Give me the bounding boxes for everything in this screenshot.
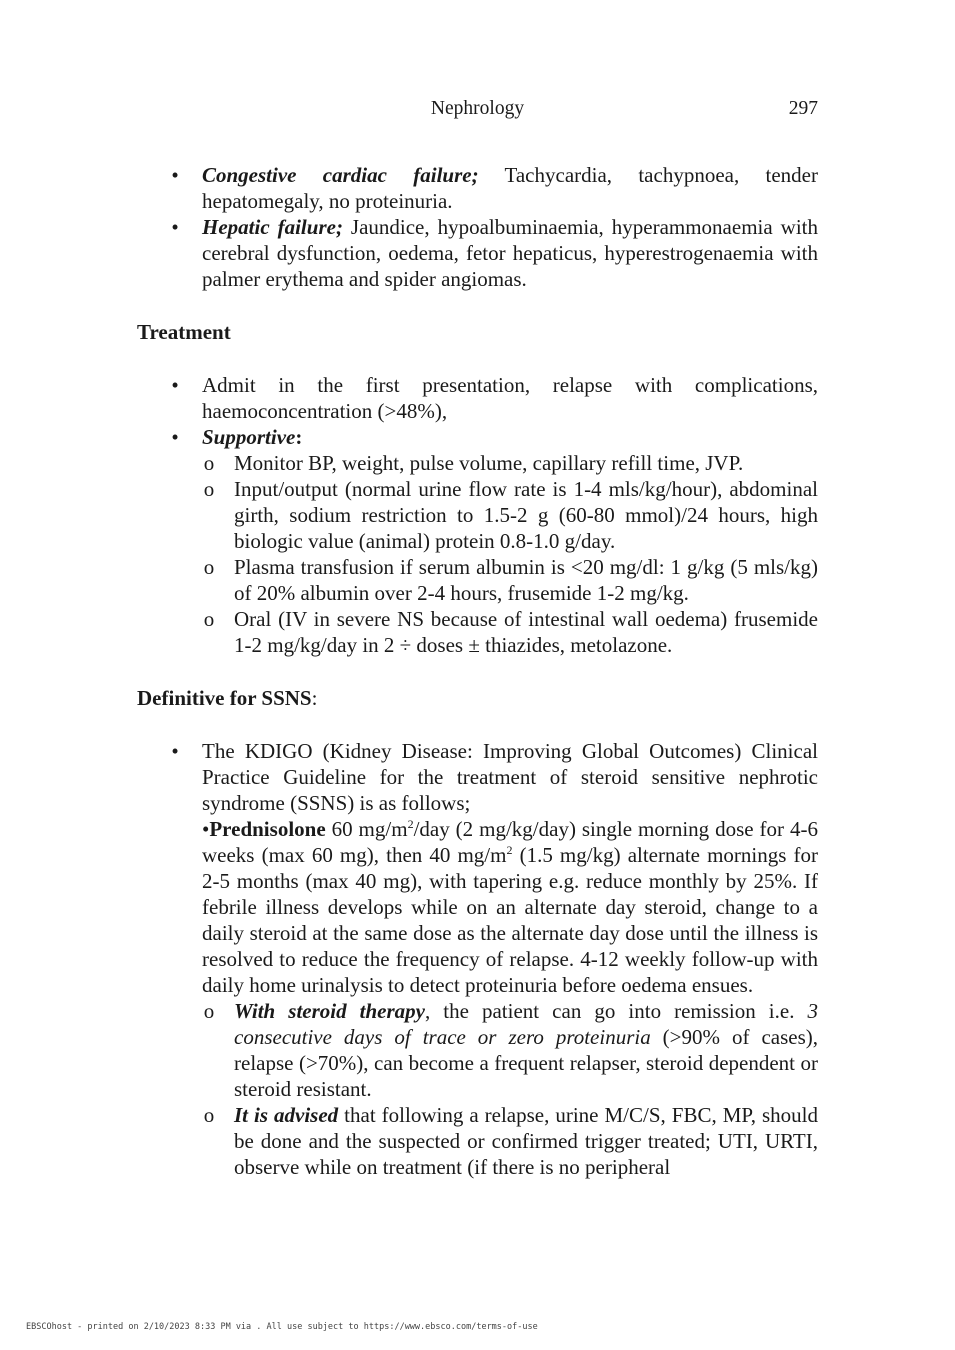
sub-list-item xyxy=(202,476,818,554)
failure-list xyxy=(137,162,818,292)
term-supportive: Supportive xyxy=(202,425,296,449)
treatment-list xyxy=(137,372,818,658)
item-text: Tachycardia, tachypnoea, tender hepatomegaly, no proteinuria. xyxy=(202,163,818,213)
term-steroid-therapy: With steroid therapy xyxy=(234,999,425,1023)
heading-treatment: Treatment xyxy=(137,320,231,344)
sub-list-item: o It is advised that following a relapse, urine M/C/S, FBC, MP, should be done and the suspected or confirmed trigger treated; UTI, URTI, observe while on treatment (if there is no peripheral xyxy=(203,1103,818,1179)
term-prednisolone: Prednisolone xyxy=(209,817,326,841)
print-footer: EBSCOhost - printed on 2/10/2023 8:33 PM via . All use subject to https://www.ebsco.com/terms-of-use xyxy=(26,1322,538,1332)
sub-list-item xyxy=(202,606,818,658)
running-title: Nephrology xyxy=(430,98,525,119)
term-hepatic-failure: Hepatic failure; xyxy=(202,215,343,239)
term-congestive-cardiac-failure: Congestive cardiac failure; xyxy=(202,163,479,187)
page-number: 297 xyxy=(788,98,818,119)
circle-bullet-icon: o xyxy=(203,607,215,631)
bullet-icon: • xyxy=(171,163,179,187)
definitive-list xyxy=(137,738,818,1180)
bullet-icon: • xyxy=(171,215,179,239)
item-text: Monitor BP, weight, pulse volume, capillary refill time, JVP. xyxy=(234,451,744,475)
circle-bullet-icon: o xyxy=(203,999,215,1023)
supportive-sublist xyxy=(202,450,818,658)
sub-list-item: o With steroid therapy, the patient can go into remission i.e. 3 consecutive days of trace or zero proteinuria (>90% of cases), relapse (>70%), can become a frequent relapser, steroid dependent or steroid resistant. xyxy=(203,999,819,1101)
item-text: Plasma transfusion if serum albumin is <20 mg/dl: 1 g/kg (5 mls/kg) of 20% albumin over 2-4 hours, frusemide 1-2 mg/kg. xyxy=(234,555,818,605)
list-item: •Prednisolone 60 $mg/m^2$/day (2 mg/kg/day) single morning dose for 4-6 weeks (max 60 mg), then 40 $mg/m^2$ (1.5 mg/kg) alternate mornings for 2-5 months (max 40 mg), with tapering e.g. reduce monthly by 25%. If febrile illness develops while on an alternate day steroid, change to a daily steroid at the same dose as the alternate day dose until the illness is resolved to reduce the frequency of relapse. 4-12 weekly follow-up with daily home urinalysis to detect proteinuria before oedema ensues. o With steroid therapy, the patient can go into remission i.e. 3 consecutive days of trace or zero proteinuria (>90% of cases), relapse (>70%), can become a frequent relapser, steroid dependent or steroid resistant. o It is advised that following a relapse, urine M/C/S, FBC, MP, should be done and the suspected or confirmed trigger treated; UTI, URTI, observe while on treatment (if there is no peripheral xyxy=(202,817,819,1179)
item-text: Admit in the first presentation, relapse with complications, haemoconcentration (>48%), xyxy=(202,373,818,423)
bullet-icon: • xyxy=(171,739,179,763)
page-body xyxy=(137,162,818,1180)
circle-bullet-icon: o xyxy=(203,477,215,501)
circle-bullet-icon: o xyxy=(203,555,215,579)
list-item xyxy=(137,372,818,424)
sub-list-item xyxy=(202,450,818,476)
item-text: The KDIGO (Kidney Disease: Improving Global Outcomes) Clinical Practice Guideline for the treatment of steroid sensitive nephrotic syndrome (SSNS) is as follows; xyxy=(202,739,818,815)
bullet-icon: • xyxy=(202,817,210,841)
sub-list-item xyxy=(202,554,818,606)
bullet-icon: • xyxy=(171,373,179,397)
item-text: Input/output (normal urine flow rate is 1-4 mls/kg/hour), abdominal girth, sodium restriction to 1.5-2 g (60-80 mmol)/24 hours, high biologic value (animal) protein 0.8-1.0 g/day. xyxy=(234,477,818,553)
list-item xyxy=(137,738,818,816)
item-text: Oral (IV in severe NS because of intestinal wall oedema) frusemide 1-2 mg/kg/day in 2 ÷ doses ± thiazides, metolazone. xyxy=(234,607,818,657)
running-header xyxy=(137,96,818,122)
circle-bullet-icon: o xyxy=(203,451,215,475)
term-it-is-advised: It is advised xyxy=(234,1103,339,1127)
bullet-icon: • xyxy=(171,425,179,449)
list-item xyxy=(137,214,818,292)
heading-definitive: Definitive for SSNS: xyxy=(137,686,318,710)
prednisolone-sublist xyxy=(202,998,818,1180)
circle-bullet-icon: o xyxy=(203,1103,215,1127)
list-item: • Supportive: o Monitor BP, weight, pulse volume, capillary refill time, JVP. o Input/output (normal urine flow rate is 1-4 mls/kg/hour), abdominal girth, sodium restriction to 1.5-2 g (60-80 mmol)/24 hours, high biologic value (animal) protein 0.8-1.0 g/day. o Plasma transfusion if serum albumin is <20 mg/dl: 1 g/kg (5 mls/kg) of 20% albumin over 2-4 hours, frusemide 1-2 mg/kg. o Oral (IV in severe NS because of intestinal wall oedema) frusemide 1-2 mg/kg/day in 2 ÷ doses ± thiazides, metolazone. xyxy=(137,424,818,658)
list-item xyxy=(137,162,818,214)
item-text: Jaundice, hypoalbuminaemia, hyperammonaemia with cerebral dysfunction, oedema, fetor hepaticus, hyperestrogenaemia with palmer erythema and spider angiomas. xyxy=(202,215,818,291)
